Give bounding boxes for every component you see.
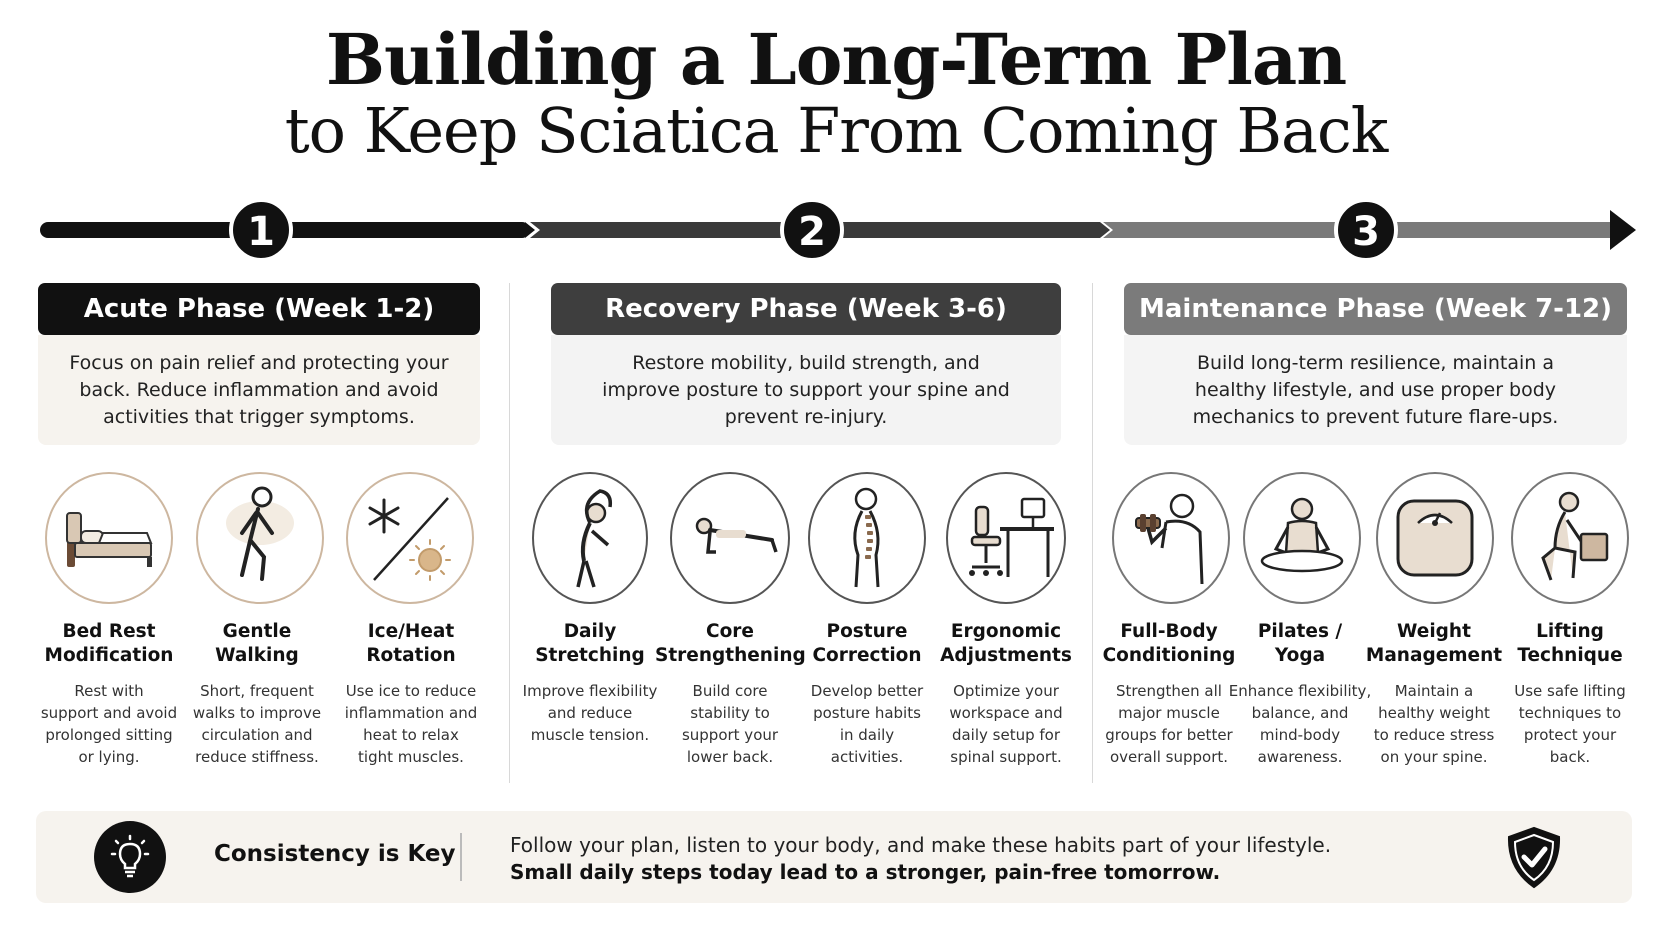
- meditation-person-icon: [1243, 472, 1361, 604]
- activity-desc-bed-rest: Rest with support and avoid prolonged sitting or lying.: [40, 682, 178, 766]
- activity-desc-ice-heat: Use ice to reduce inflammation and heat to relax tight muscles.: [344, 682, 478, 766]
- step-1-marker: [231, 200, 291, 260]
- activity-title-core-strengthening: Core Strengthening: [655, 621, 806, 666]
- step-3-marker: [1336, 200, 1396, 260]
- activity-title-gentle-walking: Gentle Walking: [215, 621, 299, 666]
- footer-heading: Consistency is Key: [214, 841, 456, 867]
- timeline-arrowhead: [1610, 210, 1636, 250]
- timeline: [0, 190, 1672, 270]
- dumbbell-person-icon: [1112, 472, 1230, 604]
- activity-desc-daily-stretching: Improve flexibility and reduce muscle tension.: [522, 682, 658, 744]
- walking-person-icon: [196, 472, 324, 604]
- phase-3-header: Maintenance Phase (Week 7-12): [1124, 283, 1627, 335]
- lightbulb-icon: [94, 821, 166, 893]
- phase-1-description: Focus on pain relief and protecting your back. Reduce inflammation and avoid activities that trigger symptoms.: [38, 335, 480, 445]
- activity-title-weight-management: Weight Management: [1365, 621, 1503, 666]
- plank-person-icon: [670, 472, 790, 604]
- consistency-banner: [36, 811, 1632, 903]
- activity-desc-core-strengthening: Build core stability to support your lower back.: [681, 682, 779, 766]
- activity-desc-pilates-yoga: Enhance flexibility, balance, and mind-body awareness.: [1228, 682, 1372, 766]
- ice-heat-icon: [346, 472, 474, 604]
- activity-desc-posture-correction: Develop better posture habits in daily activities.: [810, 682, 924, 766]
- desk-chair-icon: [946, 472, 1066, 604]
- phase-2-header: Recovery Phase (Week 3-6): [551, 283, 1061, 335]
- footer-divider: [460, 833, 462, 881]
- activity-desc-full-body-conditioning: Strengthen all major muscle groups for better overall support.: [1105, 682, 1233, 766]
- shield-check-icon: [1504, 825, 1564, 895]
- scale-icon: [1376, 472, 1494, 604]
- activity-desc-gentle-walking: Short, frequent walks to improve circulation and reduce stiffness.: [192, 682, 322, 766]
- phase-3-description: Build long-term resilience, maintain a healthy lifestyle, and use proper body mechanics to prevent future flare-ups.: [1124, 335, 1627, 445]
- phase-divider-1: [509, 283, 510, 783]
- activity-desc-lifting-technique: Use safe lifting techniques to protect your back.: [1514, 682, 1626, 766]
- footer-message: Follow your plan, listen to your body, and make these habits part of your lifestyle.: [510, 833, 1332, 857]
- phase-2-description: Restore mobility, build strength, and improve posture to support your spine and prevent re-injury.: [551, 335, 1061, 445]
- activity-title-lifting-technique: Lifting Technique: [1517, 621, 1623, 666]
- phase-1-header: Acute Phase (Week 1-2): [38, 283, 480, 335]
- activity-title-bed-rest: Bed Rest Modification: [44, 621, 174, 666]
- step-1-number: 1: [247, 209, 275, 255]
- activity-title-full-body-conditioning: Full-Body Conditioning: [1102, 621, 1236, 666]
- phase-divider-2: [1092, 283, 1093, 783]
- activity-title-daily-stretching: Daily Stretching: [535, 621, 645, 666]
- lifting-box-icon: [1511, 472, 1629, 604]
- step-2-number: 2: [798, 209, 826, 255]
- activity-title-pilates-yoga: Pilates / Yoga: [1257, 621, 1343, 666]
- activity-title-posture-correction: Posture Correction: [812, 621, 922, 666]
- spine-posture-icon: [808, 472, 926, 604]
- footer-tagline: Small daily steps today lead to a stronger, pain-free tomorrow.: [510, 860, 1221, 884]
- activity-title-ergonomic-adjustments: Ergonomic Adjustments: [940, 621, 1072, 666]
- bed-icon: [45, 472, 173, 604]
- activity-desc-ergonomic-adjustments: Optimize your workspace and daily setup for spinal support.: [949, 682, 1063, 766]
- step-2-marker: [782, 200, 842, 260]
- activity-title-ice-heat: Ice/Heat Rotation: [366, 621, 456, 666]
- activity-desc-weight-management: Maintain a healthy weight to reduce stress on your spine.: [1373, 682, 1495, 766]
- step-3-number: 3: [1352, 209, 1380, 255]
- page-subtitle: to Keep Sciatica From Coming Back: [284, 94, 1388, 167]
- page-title: Building a Long-Term Plan: [325, 18, 1347, 101]
- stretching-person-icon: [532, 472, 648, 604]
